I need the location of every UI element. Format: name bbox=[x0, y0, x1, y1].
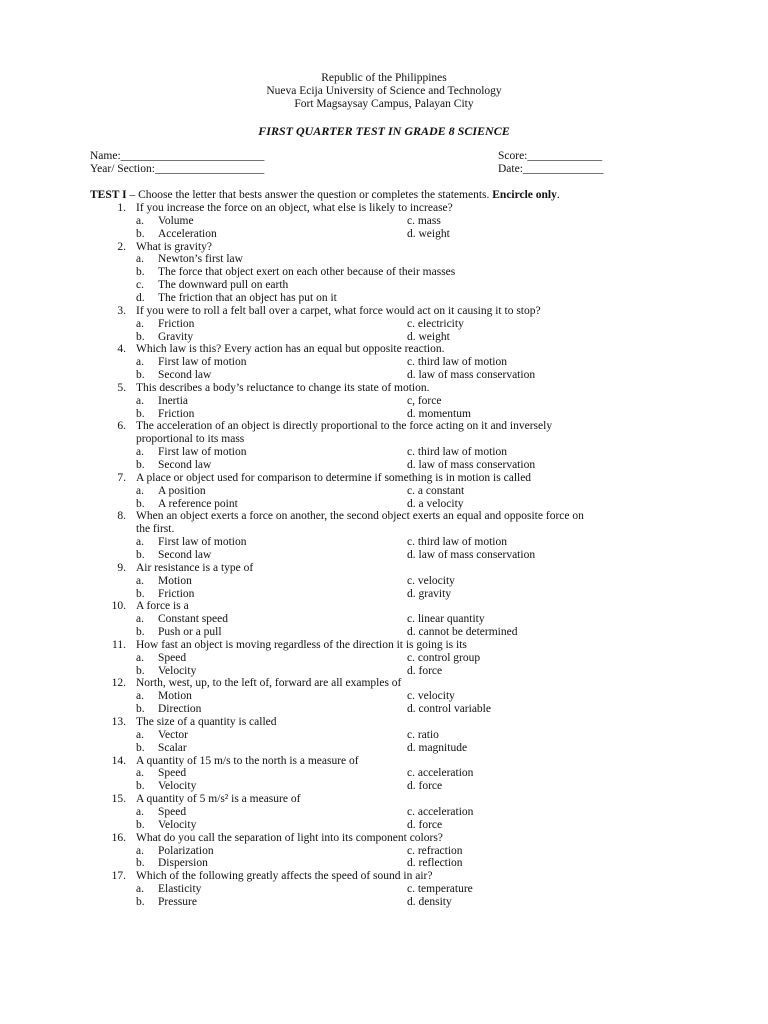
question-text: The size of a quantity is called bbox=[136, 716, 277, 728]
option-letter: a. bbox=[136, 805, 144, 818]
test-label: TEST I bbox=[90, 189, 127, 201]
option-b: Second law bbox=[158, 548, 212, 561]
question-text: Which of the following greatly affects the speed of sound in air? bbox=[136, 870, 433, 883]
question-number: 12. bbox=[111, 677, 126, 690]
option-b: Dispersion bbox=[158, 857, 208, 870]
option-a: Constant speed bbox=[158, 613, 228, 626]
option-letter: a. bbox=[136, 394, 144, 407]
option-b: Second law bbox=[158, 459, 212, 471]
question-text: What is gravity? bbox=[136, 240, 213, 253]
test-instruction-text: – Choose the letter that bests answer the question or completes the statements. bbox=[126, 189, 493, 201]
option-letter: a. bbox=[136, 690, 144, 703]
option-c: c. acceleration bbox=[407, 767, 474, 780]
question-text: A quantity of 5 m/s² is a measure of bbox=[136, 793, 301, 806]
option-d: d. force bbox=[407, 780, 443, 793]
question-number: 13. bbox=[111, 716, 126, 728]
option-b: Velocity bbox=[158, 780, 197, 793]
option-text: The downward pull on earth bbox=[158, 279, 289, 292]
option-letter: b. bbox=[136, 895, 145, 908]
option-c: c. linear quantity bbox=[407, 613, 485, 626]
option-letter: b. bbox=[136, 780, 145, 793]
option-a: A position bbox=[158, 484, 206, 497]
question-number: 1. bbox=[117, 202, 126, 214]
option-a: Elasticity bbox=[158, 883, 202, 896]
option-d: d. law of mass conservation bbox=[407, 369, 536, 382]
option-c: c. velocity bbox=[407, 574, 455, 587]
option-letter: a. bbox=[136, 613, 144, 626]
option-d: d. momentum bbox=[407, 407, 471, 420]
option-c: c, force bbox=[407, 394, 442, 407]
option-c: c. ratio bbox=[407, 728, 439, 741]
option-letter: a. bbox=[136, 356, 144, 369]
question-text: If you were to roll a felt ball over a carpet, what force would act on it causing it to stop? bbox=[136, 304, 541, 317]
option-d: d. gravity bbox=[407, 587, 452, 600]
option-letter: a. bbox=[136, 214, 144, 227]
option-letter: a. bbox=[136, 253, 144, 266]
option-b: Velocity bbox=[158, 664, 197, 677]
option-b: Acceleration bbox=[158, 227, 217, 240]
option-letter: a. bbox=[136, 728, 144, 741]
question-number: 4. bbox=[117, 343, 126, 356]
option-a: Polarization bbox=[158, 844, 214, 857]
option-d: d. law of mass conservation bbox=[407, 548, 536, 561]
option-c: c. control group bbox=[407, 651, 481, 664]
option-a: Motion bbox=[158, 690, 192, 703]
option-letter: a. bbox=[136, 574, 144, 587]
question-text: The acceleration of an object is directly proportional to the force acting on it and inversely bbox=[136, 420, 553, 433]
question-number: 14. bbox=[111, 754, 126, 767]
option-letter: b. bbox=[136, 818, 145, 831]
option-d: d. control variable bbox=[407, 703, 491, 716]
question-text: If you increase the force on an object, what else is likely to increase? bbox=[136, 202, 453, 214]
option-letter: b. bbox=[136, 369, 145, 382]
option-c: c. third law of motion bbox=[407, 536, 507, 549]
option-text: The force that object exert on each other because of their masses bbox=[158, 266, 456, 279]
option-d: d. magnitude bbox=[407, 741, 468, 754]
question-number: 16. bbox=[111, 831, 126, 844]
option-c: c. temperature bbox=[407, 883, 473, 896]
question-number: 5. bbox=[117, 381, 126, 394]
question-text: A quantity of 15 m/s to the north is a measure of bbox=[136, 754, 359, 767]
option-b: Pressure bbox=[158, 895, 197, 908]
header-republic: Republic of the Philippines bbox=[321, 72, 447, 84]
question-number: 10. bbox=[111, 600, 126, 613]
exam-title: FIRST QUARTER TEST IN GRADE 8 SCIENCE bbox=[258, 124, 510, 138]
option-letter: a. bbox=[136, 484, 144, 497]
option-letter: b. bbox=[136, 857, 145, 870]
option-letter: d. bbox=[136, 291, 145, 304]
option-a: Motion bbox=[158, 574, 192, 587]
question-number: 6. bbox=[117, 420, 126, 433]
option-letter: b. bbox=[136, 587, 145, 600]
question-text: This describes a body’s reluctance to change its state of motion. bbox=[136, 381, 430, 394]
option-letter: b. bbox=[136, 227, 145, 240]
question-text-continued: proportional to its mass bbox=[136, 433, 245, 446]
option-c: c. mass bbox=[407, 214, 441, 227]
option-d: d. a velocity bbox=[407, 497, 464, 510]
question-text: A force is a bbox=[136, 600, 189, 613]
question-number: 15. bbox=[111, 793, 126, 806]
option-a: Friction bbox=[158, 317, 195, 330]
option-a: Vector bbox=[158, 728, 189, 741]
option-b: Second law bbox=[158, 369, 212, 382]
test-instructions bbox=[90, 190, 560, 202]
question-number: 2. bbox=[117, 240, 126, 253]
option-a: First law of motion bbox=[158, 446, 247, 459]
option-letter: b. bbox=[136, 626, 145, 639]
question-text: Which law is this? Every action has an equal but opposite reaction. bbox=[136, 343, 445, 356]
option-c: c. a constant bbox=[407, 484, 465, 497]
option-c: c. third law of motion bbox=[407, 446, 507, 459]
option-a: Volume bbox=[158, 214, 194, 227]
option-letter: a. bbox=[136, 536, 144, 549]
option-letter: b. bbox=[136, 741, 145, 754]
option-b: Direction bbox=[158, 703, 202, 716]
option-letter: a. bbox=[136, 317, 144, 330]
option-a: Inertia bbox=[158, 394, 189, 407]
question-text: North, west, up, to the left of, forward are all examples of bbox=[136, 677, 402, 690]
option-d: d. weight bbox=[407, 227, 450, 240]
option-a: Speed bbox=[158, 767, 187, 780]
option-c: c. acceleration bbox=[407, 805, 474, 818]
question-number: 17. bbox=[111, 870, 126, 883]
option-c: c. refraction bbox=[407, 844, 463, 857]
option-a: Speed bbox=[158, 651, 187, 664]
option-letter: a. bbox=[136, 767, 144, 780]
question-text: How fast an object is moving regardless of the direction it is going is its bbox=[136, 638, 467, 651]
option-b: Gravity bbox=[158, 330, 194, 343]
option-d: d. cannot be determined bbox=[407, 626, 518, 639]
question-text: Air resistance is a type of bbox=[136, 561, 254, 574]
option-c: c. velocity bbox=[407, 690, 455, 703]
option-c: c. third law of motion bbox=[407, 356, 507, 369]
name-field: Name:_________________________ bbox=[90, 150, 265, 162]
option-letter: a. bbox=[136, 446, 144, 459]
option-a: Speed bbox=[158, 805, 187, 818]
option-text: Newton’s first law bbox=[158, 253, 243, 266]
option-letter: b. bbox=[136, 459, 145, 471]
option-letter: b. bbox=[136, 330, 145, 343]
test-instruction-end: . bbox=[556, 189, 560, 201]
option-letter: b. bbox=[136, 703, 145, 716]
score-field: Score:_____________ bbox=[498, 150, 603, 162]
option-letter: c. bbox=[136, 279, 144, 292]
header-campus: Fort Magsaysay Campus, Palayan City bbox=[294, 98, 474, 110]
question-number: 7. bbox=[117, 471, 126, 484]
option-d: d. law of mass conservation bbox=[407, 459, 536, 471]
option-b: Friction bbox=[158, 587, 195, 600]
question-text: When an object exerts a force on another, the second object exerts an equal and opposite force on bbox=[136, 510, 584, 523]
option-letter: b. bbox=[136, 407, 145, 420]
option-b: A reference point bbox=[158, 497, 238, 510]
option-d: d. weight bbox=[407, 330, 450, 343]
option-a: First law of motion bbox=[158, 536, 247, 549]
option-b: Friction bbox=[158, 407, 195, 420]
question-text: A place or object used for comparison to determine if something is in motion is called bbox=[136, 471, 532, 484]
question-text: What do you call the separation of light into its component colors? bbox=[136, 831, 443, 844]
option-letter: a. bbox=[136, 651, 144, 664]
question-text-continued: the first. bbox=[136, 523, 175, 536]
option-letter: a. bbox=[136, 883, 144, 896]
option-a: First law of motion bbox=[158, 356, 247, 369]
option-c: c. electricity bbox=[407, 317, 464, 330]
option-letter: a. bbox=[136, 844, 144, 857]
option-b: Scalar bbox=[158, 741, 187, 754]
option-b: Push or a pull bbox=[158, 626, 222, 639]
option-d: d. reflection bbox=[407, 857, 463, 870]
option-d: d. density bbox=[407, 895, 452, 908]
option-text: The friction that an object has put on it bbox=[158, 291, 337, 304]
question-number: 9. bbox=[117, 561, 126, 574]
header-university: Nueva Ecija University of Science and Technology bbox=[266, 85, 502, 97]
date-field: Date:______________ bbox=[498, 163, 604, 175]
option-d: d. force bbox=[407, 818, 443, 831]
option-b: Velocity bbox=[158, 818, 197, 831]
option-letter: b. bbox=[136, 548, 145, 561]
option-letter: b. bbox=[136, 266, 145, 279]
option-letter: b. bbox=[136, 664, 145, 677]
question-number: 3. bbox=[117, 304, 126, 317]
year-section-field: Year/ Section:___________________ bbox=[90, 163, 265, 175]
question-number: 8. bbox=[117, 510, 126, 523]
option-letter: b. bbox=[136, 497, 145, 510]
question-number: 11. bbox=[112, 638, 126, 651]
test-emphasis: Encircle only bbox=[492, 189, 557, 201]
option-d: d. force bbox=[407, 664, 443, 677]
